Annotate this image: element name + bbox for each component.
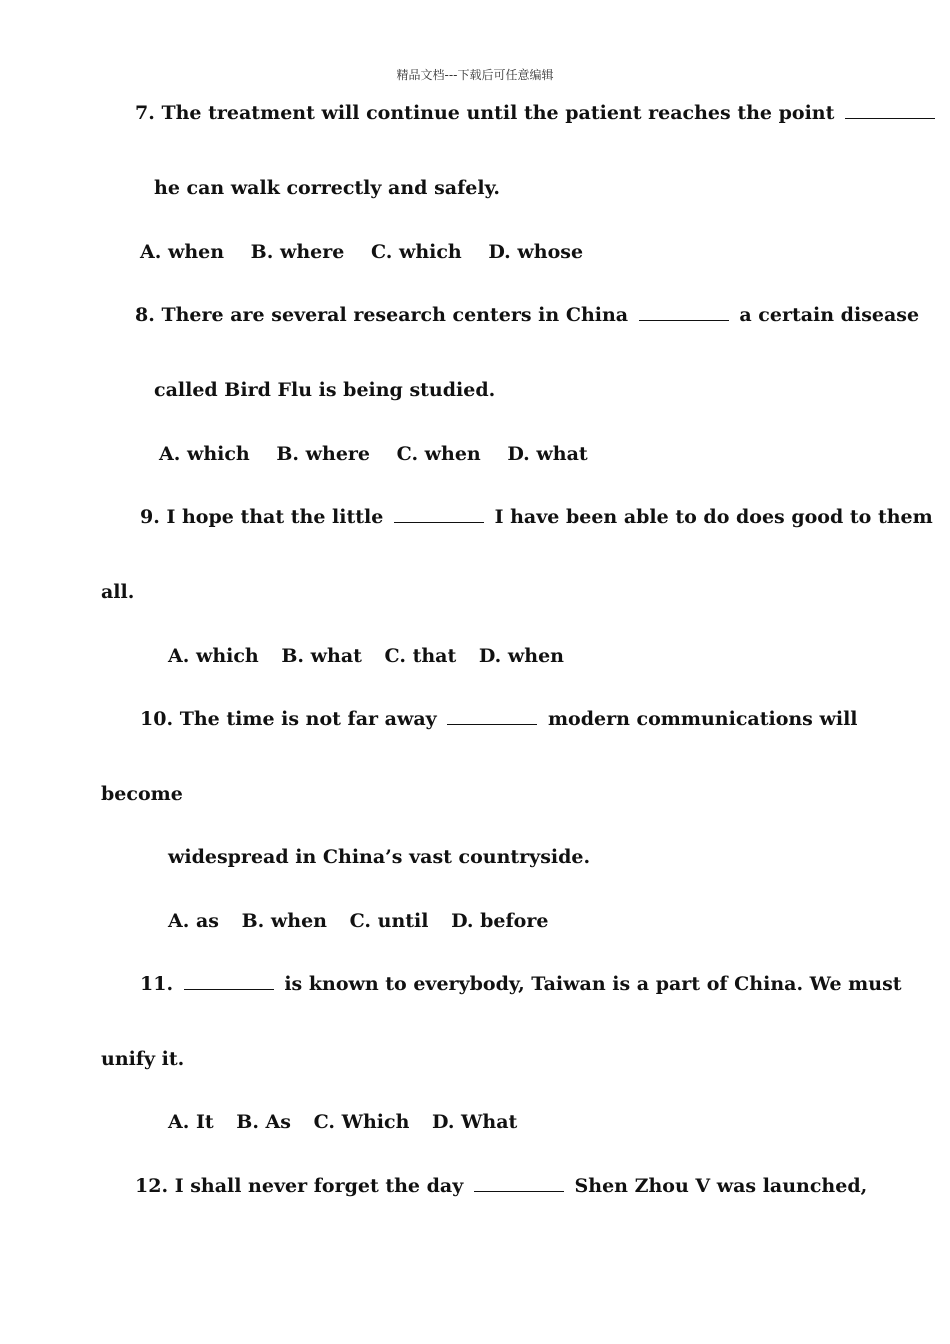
question-10-continuation: become <box>101 783 183 805</box>
question-text: Shen Zhou V was launched, <box>574 1175 868 1197</box>
option-c: C. when <box>396 443 481 465</box>
question-number: 7. <box>135 102 155 124</box>
option-c: C. until <box>349 910 429 932</box>
option-d: D. what <box>507 443 588 465</box>
answer-blank <box>394 505 484 523</box>
question-7-continuation: he can walk correctly and safely. <box>154 177 501 199</box>
option-c: C. that <box>384 645 457 667</box>
option-a: A. which <box>168 645 259 667</box>
question-7-stem <box>135 101 939 125</box>
question-9-continuation: all. <box>101 581 135 603</box>
answer-blank <box>184 972 274 990</box>
question-text: There are several research centers in China <box>161 304 629 326</box>
option-b: B. when <box>241 910 327 932</box>
option-d: D. What <box>432 1111 518 1133</box>
option-c: C. Which <box>313 1111 410 1133</box>
option-a: A. as <box>168 910 219 932</box>
answer-blank <box>447 707 537 725</box>
question-text: The treatment will continue until the patient reaches the point <box>161 102 835 124</box>
option-a: A. It <box>168 1111 214 1133</box>
option-b: B. where <box>250 241 345 263</box>
answer-blank <box>845 101 935 119</box>
option-d: D. when <box>478 645 564 667</box>
page-header: 精品文档---下载后可任意编辑 <box>396 68 554 82</box>
question-11-stem <box>140 972 902 996</box>
question-7-options <box>140 240 603 264</box>
question-text: is known to everybody, Taiwan is a part of China. We must <box>284 973 902 995</box>
question-11-continuation: unify it. <box>101 1048 185 1070</box>
option-a: A. which <box>159 443 250 465</box>
question-text: I shall never forget the day <box>174 1175 464 1197</box>
option-b: B. As <box>236 1111 291 1133</box>
question-text: a certain disease <box>739 304 920 326</box>
question-10-continuation: widespread in China’s vast countryside. <box>168 846 591 868</box>
question-8-options <box>159 442 608 466</box>
question-text: modern communications will <box>547 708 858 730</box>
question-number: 8. <box>135 304 155 326</box>
question-8-stem <box>135 303 919 327</box>
question-number: 9. <box>140 506 160 528</box>
option-a: A. when <box>140 241 225 263</box>
option-d: D. before <box>451 910 549 932</box>
answer-blank <box>474 1174 564 1192</box>
question-9-stem <box>140 505 933 529</box>
question-number: 11. <box>140 973 174 995</box>
option-b: B. what <box>281 645 362 667</box>
question-10-stem <box>140 707 858 731</box>
question-9-options <box>168 644 580 668</box>
answer-blank <box>639 303 729 321</box>
option-b: B. where <box>276 443 371 465</box>
question-number: 12. <box>135 1175 169 1197</box>
question-text: The time is not far away <box>179 708 437 730</box>
question-8-continuation: called Bird Flu is being studied. <box>154 379 496 401</box>
option-c: C. which <box>370 241 462 263</box>
question-text: I hope that the little <box>166 506 384 528</box>
question-10-options <box>168 909 564 933</box>
option-d: D. whose <box>488 241 584 263</box>
question-11-options <box>168 1110 533 1134</box>
question-text: I have been able to do does good to them <box>494 506 933 528</box>
question-number: 10. <box>140 708 174 730</box>
question-12-stem <box>135 1174 867 1198</box>
